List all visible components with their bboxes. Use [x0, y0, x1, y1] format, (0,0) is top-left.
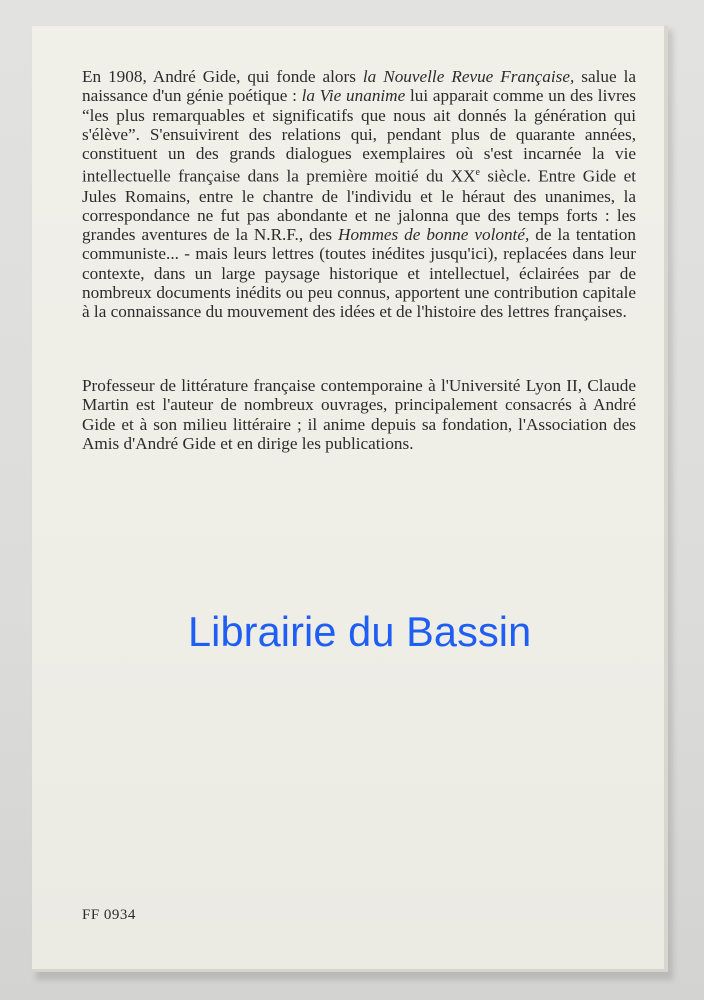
book-title: Hommes de bonne volonté,: [338, 225, 530, 245]
book-back-cover: [32, 26, 668, 972]
century-superscript: e: [475, 167, 480, 179]
blurb-text: En 1908, André Gide, qui fonde alors: [82, 67, 363, 86]
journal-title: la Nouvelle Revue Française,: [362, 67, 575, 86]
blurb-text: de la tentation communiste... - mais leurs lettres (toutes inédites jusqu'ici), replacées dans leur contexte, dans un large paysage historique et intellectuel, éclairées par de nombreux documents inédits ou peu connus, apportent une contribution capitale à la connaissance du mouvement des idées et de l'histoire des lettres françaises.: [82, 225, 636, 322]
watermark-text: Librairie du Bassin: [188, 608, 532, 655]
book-title: la Vie unanime: [301, 86, 406, 106]
blurb-paragraph: [82, 67, 636, 322]
blurb-text: salue la naissance d'un génie poétique :: [82, 67, 636, 106]
blurb-text: siècle. Entre Gide et Jules Romains, entre le chantre de l'individu et le héraut des unanimes, la correspondance ne fut pas abondante et ne jalonna que des temps forts : les grandes aventures de la N.R.F., des: [82, 167, 636, 245]
blurb-text: lui apparait comme un des livres “les plus remarquables et significatifs que nous ait donnés la génération qui s'élève”. S'ensuivirent des relations qui, pendant plus de quarante années, constituent un des grands dialogues exemplaires où s'est incarnée la vie intellectuelle française dans la première moitié du XX: [82, 86, 636, 187]
price-code: FF 0934: [82, 907, 136, 923]
author-bio-paragraph: Professeur de littérature française contemporaine à l'Université Lyon II, Claude Martin est l'auteur de nombreux ouvrages, principalement consacrés à André Gide et à son milieu littéraire ; il anime depuis sa fondation, l'Association des Amis d'André Gide et en dirige les publications.: [82, 376, 636, 453]
